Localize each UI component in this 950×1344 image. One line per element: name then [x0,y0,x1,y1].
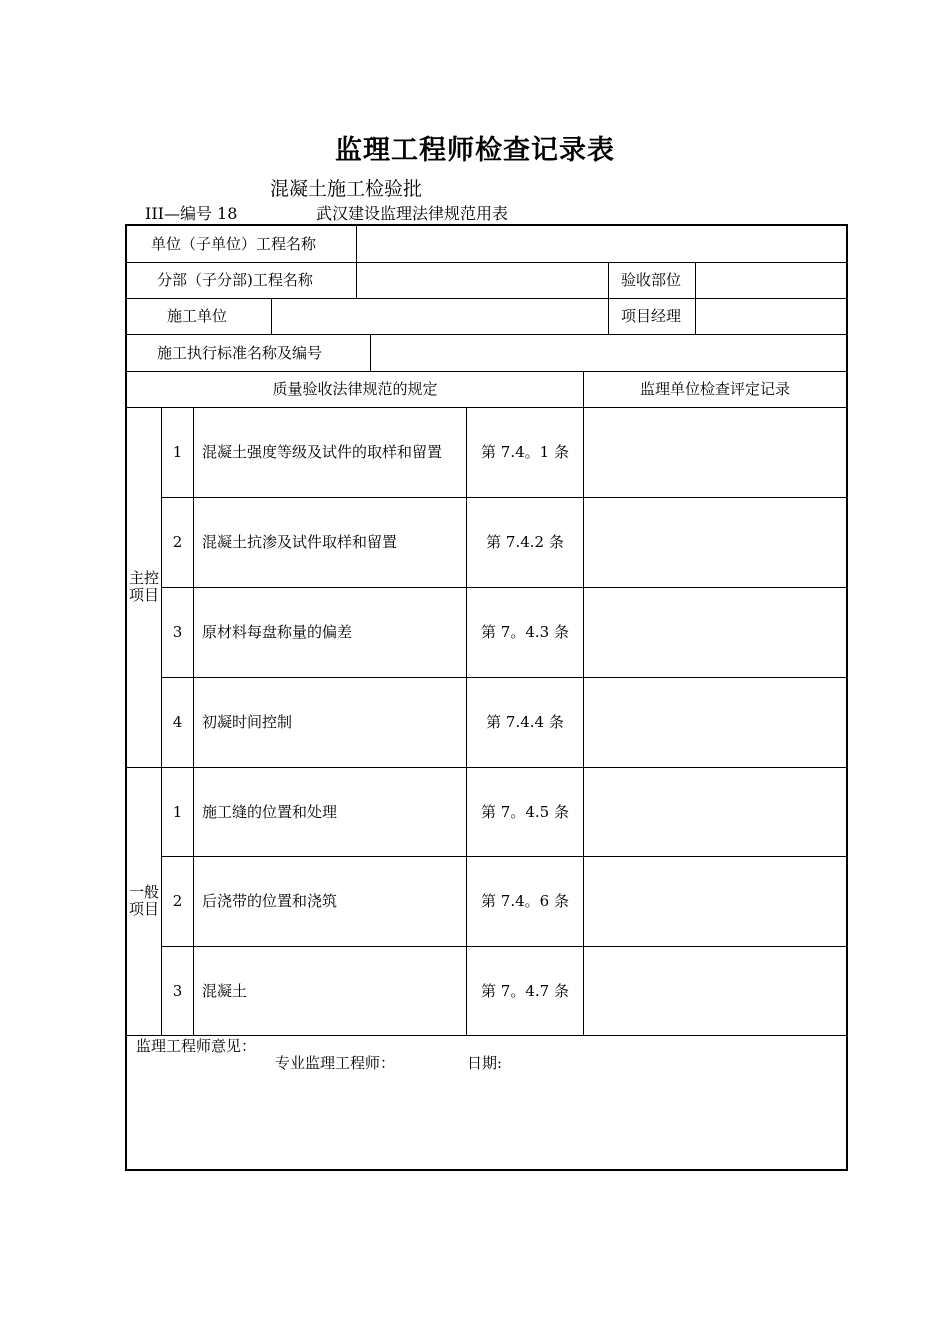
sub-project-name-label: 分部（子分部)工程名称 [157,271,313,289]
inspection-table [125,224,848,1171]
main-item-description: 初凝时间控制 [202,713,293,731]
general-item-clause: 第 7.4。6 条 [481,892,569,910]
specialist-engineer-label: 专业监理工程师： [275,1054,396,1072]
unit-project-name-label: 单位（子单位）工程名称 [151,235,317,253]
main-item-description: 混凝土抗渗及试件取样和留置 [202,533,398,551]
standard-name-label: 施工执行标准名称及编号 [157,344,323,362]
main-item-number: 4 [172,713,183,731]
main-item-description: 原材料每盘称量的偏差 [202,623,353,641]
document-subtitle: 混凝土施工检验批 [270,178,423,200]
general-item-description: 后浇带的位置和浇筑 [202,892,338,910]
main-item-clause: 第 7.4。1 条 [481,443,569,461]
main-item-clause: 第 7。4.3 条 [481,623,569,641]
form-publisher: 武汉建设监理法律规范用表 [316,204,509,223]
main-items-group-label: 主控项目 [128,569,159,604]
engineer-opinion-label: 监理工程师意见： [136,1037,257,1055]
main-item-clause: 第 7.4.4 条 [486,713,564,731]
regulation-column-header: 质量验收法律规范的规定 [272,380,438,398]
general-item-clause: 第 7。4.7 条 [481,981,569,1000]
inspection-record-column-header: 监理单位检查评定记录 [639,380,790,398]
main-item-clause: 第 7.4.2 条 [486,533,564,551]
general-item-clause: 第 7。4.5 条 [481,802,569,821]
general-items-group-label: 一般项目 [128,883,159,918]
general-item-number: 3 [172,981,183,1000]
document-title: 监理工程师检查记录表 [335,135,615,166]
date-label: 日期: [467,1054,503,1072]
general-item-number: 1 [172,802,183,821]
form-code: III—编号 18 [145,204,238,223]
general-item-description: 施工缝的位置和处理 [202,802,338,821]
acceptance-part-label: 验收部位 [621,271,682,289]
main-item-number: 1 [172,443,183,461]
main-item-description: 混凝土强度等级及试件的取样和留置 [202,443,443,461]
general-item-description: 混凝土 [202,981,248,1000]
general-item-number: 2 [172,892,183,910]
construction-unit-label: 施工单位 [167,307,228,325]
main-item-number: 3 [172,623,183,641]
main-item-number: 2 [172,533,183,551]
project-manager-label: 项目经理 [621,307,682,325]
